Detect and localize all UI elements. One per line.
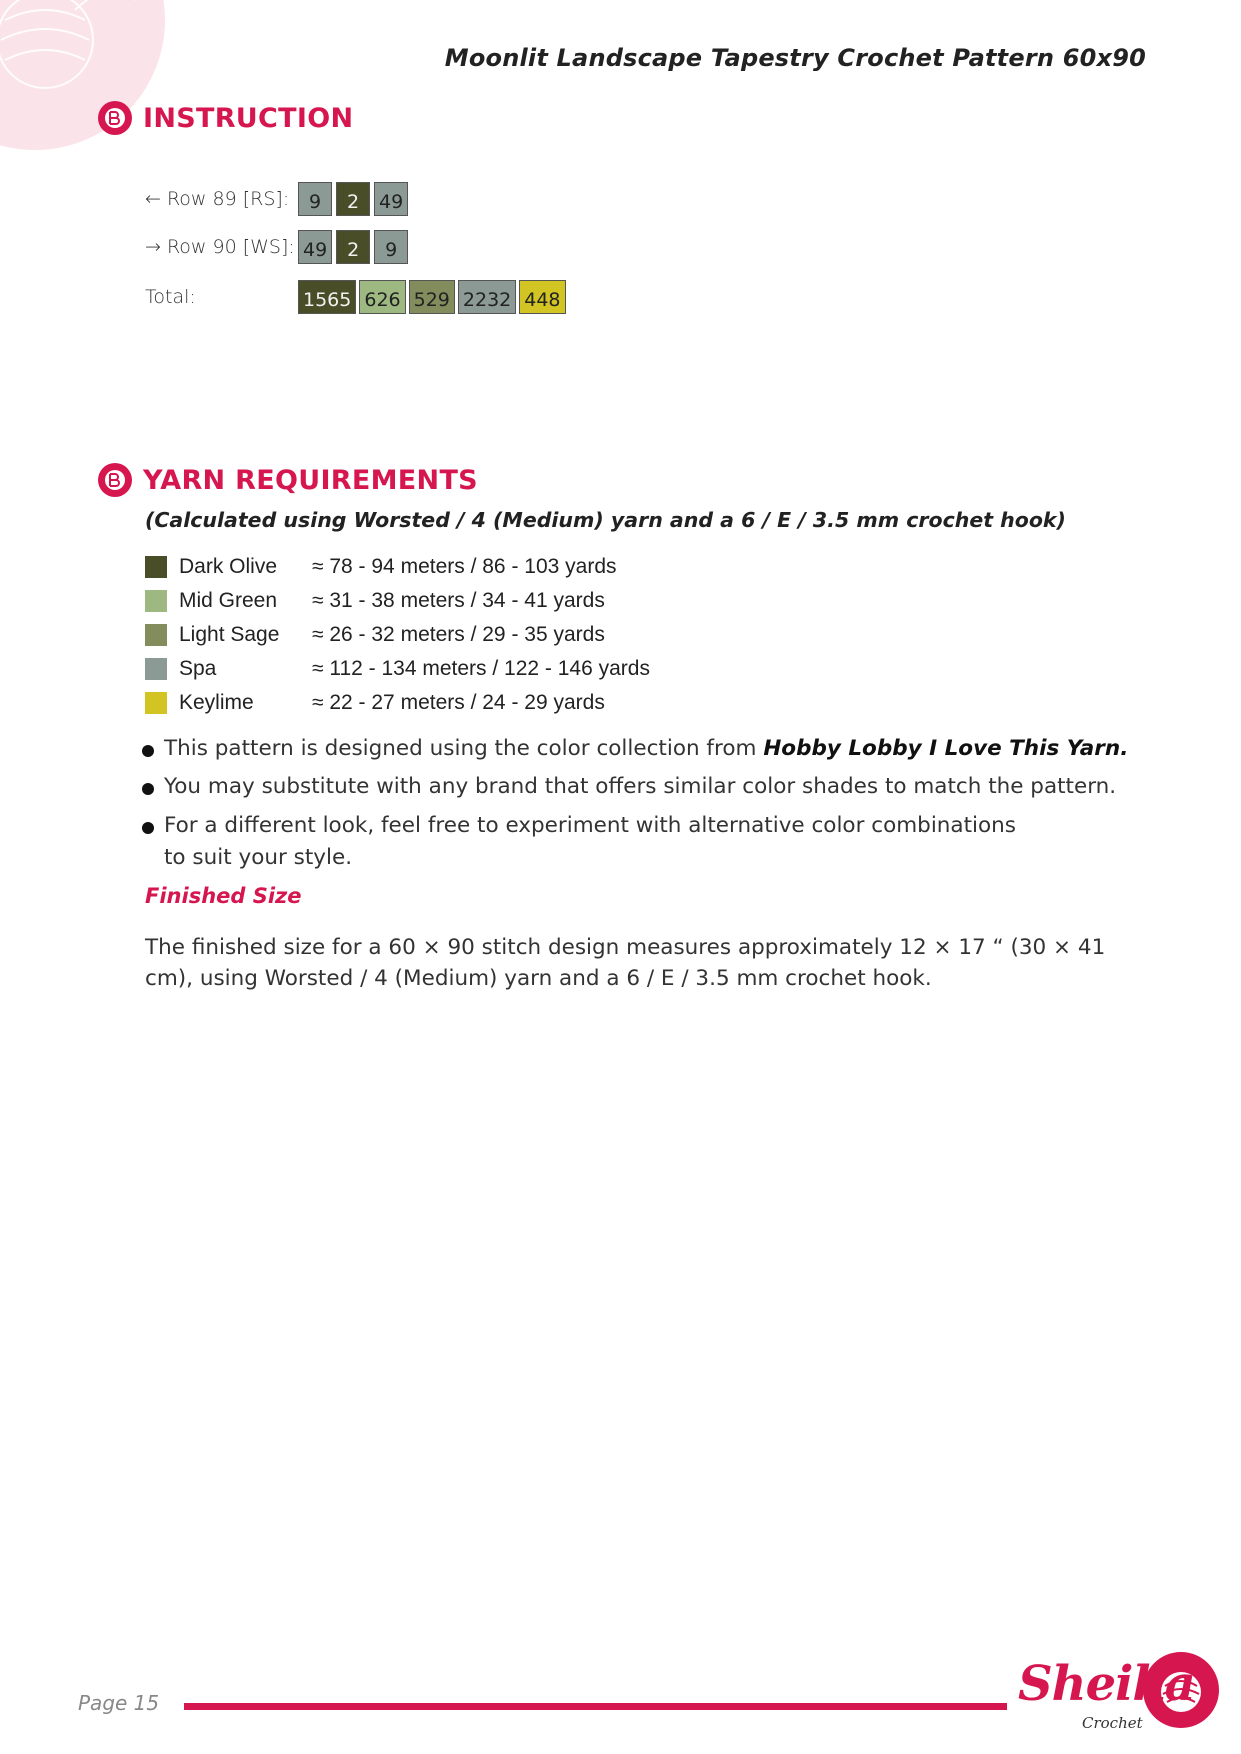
row-label: → Row 90 [WS]:	[145, 236, 295, 258]
bullet-icon	[142, 783, 154, 795]
logo-wordmark: Sheika	[1018, 1656, 1195, 1712]
total-cell: 626	[359, 280, 405, 314]
row-label: ← Row 89 [RS]:	[145, 188, 290, 210]
yarn-item	[145, 652, 650, 686]
yarn-name: Mid Green	[179, 589, 278, 612]
total-cell: 448	[519, 280, 565, 314]
stitch-cell: 9	[298, 182, 332, 216]
total-cell: 1565	[298, 280, 356, 314]
logo-subtext: Crochet	[1082, 1714, 1143, 1732]
instruction-heading-text: INSTRUCTION	[143, 102, 354, 134]
yarn-brand: Hobby Lobby I Love This Yarn.	[763, 736, 1129, 761]
yarn-name: Light Sage	[179, 623, 280, 646]
color-swatch	[145, 590, 167, 612]
stitch-cells	[298, 230, 408, 264]
yarn-item	[145, 550, 650, 584]
total-cell: 2232	[458, 280, 516, 314]
yarn-amount: ≈ 22 - 27 meters / 24 - 29 yards	[312, 691, 605, 714]
yarn-name: Spa	[179, 657, 217, 680]
stitch-cell: 9	[374, 230, 408, 264]
finished-size-heading: Finished Size	[145, 884, 302, 908]
row-instructions	[145, 182, 566, 328]
yarn-item	[145, 686, 650, 720]
stitch-cell: 2	[336, 230, 370, 264]
document-title: Moonlit Landscape Tapestry Crochet Pattern 60x90	[444, 44, 1146, 72]
stitch-cells	[298, 182, 408, 216]
bullet-icon	[142, 745, 154, 757]
color-swatch	[145, 624, 167, 646]
color-swatch	[145, 692, 167, 714]
sheika-logo	[1010, 1648, 1225, 1744]
yarn-amount: ≈ 78 - 94 meters / 86 - 103 yards	[312, 555, 617, 578]
footer-divider	[184, 1703, 1007, 1710]
color-swatch	[145, 658, 167, 680]
note-text: This pattern is designed using the color collection from Hobby Lobby I Love This Yarn.	[164, 736, 1129, 761]
instruction-heading	[97, 100, 353, 136]
color-swatch	[145, 556, 167, 578]
yarn-list	[145, 550, 650, 720]
note-item	[140, 771, 1150, 803]
total-cell: 529	[409, 280, 455, 314]
stitch-cell: 2	[336, 182, 370, 216]
row-90	[145, 230, 566, 278]
yarn-item	[145, 584, 650, 618]
note-item	[140, 810, 1150, 875]
sheika-brand-icon	[97, 462, 133, 498]
yarn-amount: ≈ 26 - 32 meters / 29 - 35 yards	[312, 623, 605, 646]
bullet-icon	[142, 822, 154, 834]
note-text: For a different look, feel free to experiment with alternative color combinations to suit your style.	[164, 812, 1016, 870]
stitch-cell: 49	[298, 230, 332, 264]
yarn-amount: ≈ 31 - 38 meters / 34 - 41 yards	[312, 589, 605, 612]
stitch-cell: 49	[374, 182, 408, 216]
page-number: Page 15	[78, 1691, 160, 1715]
yarn-subtitle: (Calculated using Worsted / 4 (Medium) yarn and a 6 / E / 3.5 mm crochet hook)	[145, 508, 1066, 532]
notes-list	[140, 733, 1150, 880]
yarn-name: Keylime	[179, 691, 254, 714]
total-cells	[298, 280, 566, 314]
note-text: You may substitute with any brand that offers similar color shades to match the pattern.	[164, 774, 1117, 800]
total-label: Total:	[145, 286, 196, 308]
yarn-amount: ≈ 112 - 134 meters / 122 - 146 yards	[312, 657, 650, 680]
yarn-item	[145, 618, 650, 652]
finished-size-text: The finished size for a 60 × 90 stitch design measures approximately 12 × 17 “ (30 × 41 cm), using Worsted / 4 (Medium) yarn and a 6 / E / 3.5 mm crochet hook.	[145, 935, 1106, 992]
note-item	[140, 733, 1150, 765]
total-row	[145, 280, 566, 328]
sheika-brand-icon	[97, 100, 133, 136]
yarn-name: Dark Olive	[179, 555, 278, 578]
yarn-heading-text: YARN REQUIREMENTS	[143, 464, 478, 496]
row-89	[145, 182, 566, 230]
yarn-requirements-heading	[97, 462, 478, 498]
